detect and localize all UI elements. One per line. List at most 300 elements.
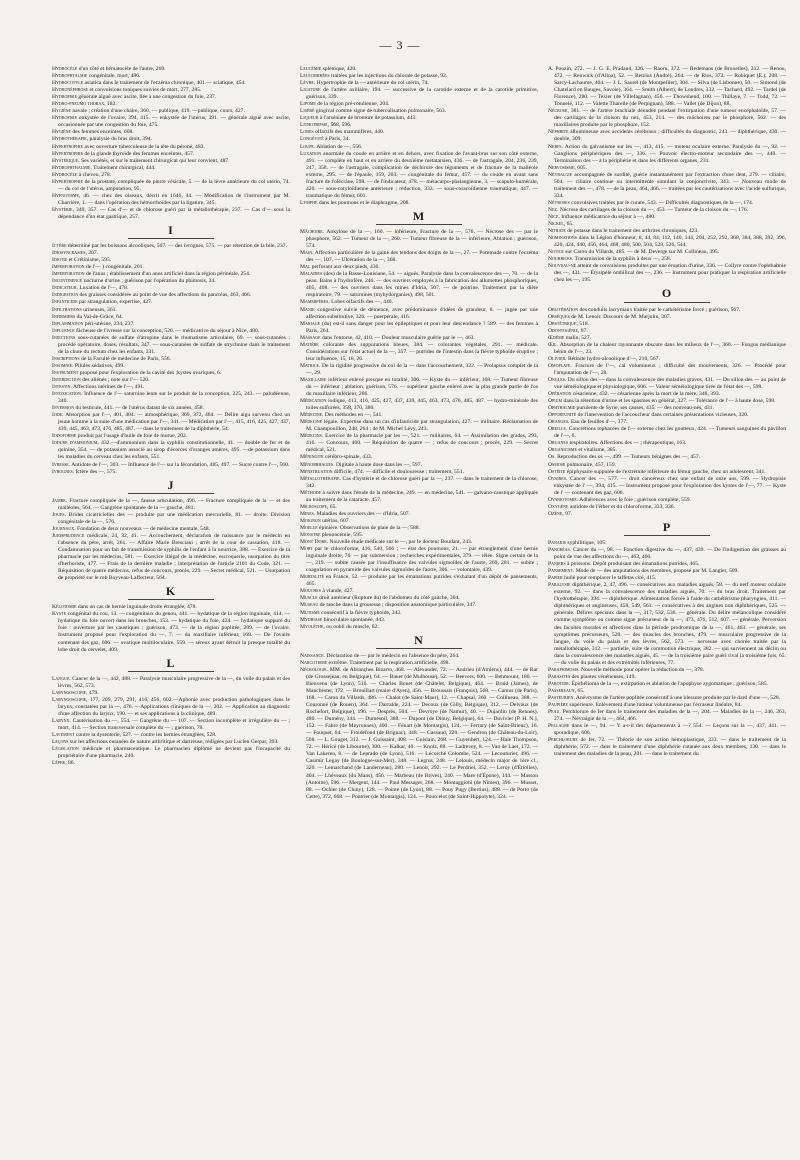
index-entry <box>548 737 786 758</box>
entry-headword: Intestin <box>52 384 71 391</box>
entry-text: dans le —, 94. — Y a-t-il des départements à —? 554. — Leçons sur la —, 437, 441. — sporadique, 606. <box>554 723 786 737</box>
index-entry <box>52 193 290 207</box>
entry-headword: Organes <box>548 440 569 447</box>
index-entry <box>300 250 538 264</box>
entry-text: . Adhérences avec le foie ; guérison complète, 559. <box>576 496 691 503</box>
entry-text: , 177, 209, 279, 291, 416, 456, 602.—Aphonie avec production pathologiques dans le larynx, constatées par la —, 476. —Applications cliniques de la —, 202. — Application au diagnostic d'une affection du larynx, 190. — et ses applications à la clinique, 489. <box>58 696 290 717</box>
entry-headword: Interdiction <box>52 376 81 383</box>
entry-headword: Manie <box>300 306 315 313</box>
entry-headword: Hygiène <box>52 129 71 136</box>
entry-text: par le chloroforme, 416, 540, 566 ; — état des poumons, 21. — par étranglement d'une hernie inguinale droite, 76. — par submersion ; recherches expérimentales, 379. — rêlée. Signe certain de la —, 219. — subite causée par l'insuffisance des valvules sigmoïdes de l'aorte, 269, 281. — subite ; coagulation en pyramide des valvules sigmoïdes de l'aorte, 306. — volontaire, 439. <box>306 546 538 574</box>
entry-headword: Perchlorure <box>548 737 578 744</box>
index-entry <box>300 144 538 151</box>
index-entry <box>548 681 786 688</box>
entry-text: gingival comme signe de tuberculisation pulmonaire, 563. <box>314 108 447 115</box>
index-entry <box>548 419 786 426</box>
entry-headword: Joues <box>52 511 65 518</box>
entry-text: . Cancer de la —, 442, 488. — Paralysie musculaire progressive de la —, du voile du palais et des lèvres, 562, 573. <box>58 675 290 689</box>
index-entry <box>300 80 538 87</box>
index-entry <box>300 518 538 525</box>
index-entry <box>548 263 786 284</box>
entry-text: . Digitale à haute dose dans les —, 597. <box>333 461 422 468</box>
entry-text: , 207. <box>85 250 99 257</box>
index-entry <box>300 101 538 108</box>
index-entry <box>52 412 290 433</box>
index-column-2 <box>300 66 538 1152</box>
entry-headword: Infiltrations <box>52 306 82 313</box>
index-entry <box>300 136 538 143</box>
entry-text: urineuses, 361. <box>81 306 117 313</box>
entry-headword: Oblitération <box>548 306 579 313</box>
entry-headword: Mortalité <box>300 574 324 581</box>
entry-text: . Action du galvanisme sur les —, 413, 415. — moteur oculaire externe. Paralysie du —, 92. — Ganglions périphériques des —, 336. — Pouvoir électro-moteur secondaire des —, 440. — Terminaison des — à la périphérie et dans les différents organes, 231. <box>554 143 786 164</box>
index-entry <box>300 660 538 667</box>
index-entry <box>300 87 538 101</box>
entry-headword: Lavement <box>52 732 75 739</box>
entry-text: des plantes vénéneuses, 149. <box>570 673 636 680</box>
entry-headword: Liséré <box>300 108 315 115</box>
index-entry <box>52 314 290 321</box>
entry-headword: Paupière <box>548 702 568 709</box>
entry-text: sur les affections cutanées de nature arthritique et dartreuse, rédigées par Lucien Gerpar, 393. <box>68 739 279 746</box>
index-entry <box>300 299 538 306</box>
index-entry <box>52 158 290 165</box>
index-entry <box>300 200 538 207</box>
index-entry <box>52 115 290 129</box>
entry-headword: Ophthalmie <box>548 405 576 412</box>
index-entry <box>52 384 290 391</box>
entry-headword: Médecins <box>300 433 322 440</box>
entry-text: , 97. <box>562 510 573 517</box>
entry-text: . Affection particulière de la gaine des tendons des doigts de la —, 27. — Pommade contre l'eczéma des —, 107. — Ulcération de la —, 368. <box>306 250 538 264</box>
entry-text: extrême. Traitement par la respiration artificielle, 498. <box>327 659 450 666</box>
index-entry <box>548 454 786 461</box>
entry-headword: Ovariotomie <box>548 496 577 503</box>
entry-headword: Pellagre <box>548 723 570 730</box>
entry-text: . Antidote de l'—, 303. — Influence de l'— sur la fécondation, 485, 497. — Sucre contre l'—, 560. <box>68 461 290 468</box>
entry-headword: Métallothérapie <box>300 475 340 482</box>
entry-headword: Hypertrophie <box>52 150 83 157</box>
entry-text: . Ses variétés, et sur le traitement chirurgical qui leur convient, 487. <box>78 157 230 164</box>
entry-text: proposé pour l'exploration de la cavité des ;kystes ovariques, 6. <box>78 369 222 376</box>
index-entry <box>300 229 538 250</box>
entry-text: . Cancer des —, 577. — droit cancéreux chez une enfant de onze ans, 599. — Hydropisie enkystée de l' —, 394, 415. — Instrument proposé pour l'exploration des kystes de l'—, 77. — Kyste de l' — contenant des gaz, 606. <box>554 475 786 496</box>
entry-text: syphilitique, 105. <box>566 539 607 546</box>
entry-text: , 605. <box>574 164 587 171</box>
entry-text: congénitale, mort, 486. <box>87 73 141 80</box>
entry-headword: Langue <box>52 675 70 682</box>
entry-text: (du) est-il sans danger pour les épileptiques et pour leur descendance ? 589. — des femmes à Paris, 264. <box>306 320 538 334</box>
entry-headword: Laryngoscopie <box>52 696 87 703</box>
entry-text: , 432.—d'ammonium dans la syphilis constitutionnelle, 41. — double de fer et de quinine, 354. — de potassium associé au sirop d'écorces d'oranges amères, 495. —de potassium dans les maladies du cerveau chez les enfants, 551. <box>58 440 290 461</box>
entry-headword: Journaux <box>52 525 75 532</box>
entry-headword: Loupe <box>300 143 314 150</box>
entry-text: des femmes enceintes, 608. <box>70 129 134 136</box>
entry-headword: Mutisme <box>300 609 320 616</box>
entry-text: . Des méthodes en —, 541. <box>322 412 383 419</box>
entry-headword: Hypertrophie <box>52 143 83 150</box>
index-entry <box>548 307 786 314</box>
entry-headword: Mines <box>300 510 314 517</box>
entry-text: utérins, 607. <box>320 517 350 524</box>
entry-headword: Nominations <box>548 235 577 242</box>
entry-text: . Affections utérines de l'—, 491. <box>70 384 145 391</box>
entry-text: , 65. <box>574 687 585 694</box>
entry-headword: Hydronéphrose <box>52 87 89 94</box>
entry-headword: Œil <box>548 341 557 348</box>
entry-text: . Maladies des ouvriers des — d'Idria, 507. <box>313 510 410 517</box>
entry-headword: Mal <box>300 264 311 271</box>
entry-headword: Parotide <box>548 680 569 687</box>
index-entry <box>52 611 290 653</box>
entry-headword: Osmose <box>548 461 566 468</box>
index-entry <box>52 328 290 335</box>
entry-headword: Matrice <box>300 362 319 369</box>
entry-headword: Hydrocotyle <box>52 80 84 87</box>
index-entry <box>52 469 290 476</box>
entry-headword: Ivrognes <box>52 468 73 475</box>
index-entry <box>548 328 786 335</box>
index-entry <box>300 129 538 136</box>
index-entry <box>548 235 786 249</box>
entry-text: difficile, 474. — difficile et douloureuse ; traitement, 551. <box>332 468 464 475</box>
entry-headword: Médecine <box>300 412 323 419</box>
entry-headword: Nez <box>548 206 557 213</box>
entry-text: . Cautérisation du —, 554. — Gangrène du — 107. — Section incomplète et irrégulière du — ; mort, 414. — Section transversale complète du — ; guérison, 78. <box>58 717 290 731</box>
entry-text: nocturne d'urine ; guérison par l'opération du phimosis, 34. <box>82 278 216 285</box>
entry-headword: Nickel <box>548 221 564 228</box>
entry-text: . Absorption de la chaleur rayonnante obscure dans les milieux de l'—, 360. — Fongus médianique bénin de l'—, 23. <box>554 341 786 355</box>
entry-headword: Mâchoire <box>300 228 323 235</box>
index-entry <box>52 292 290 299</box>
index-entry <box>548 709 786 723</box>
entry-text: fâcheuse de l'ivresse sur la conception, 520. — médicatrice du séjour à Nice, 480. <box>74 327 260 334</box>
entry-text: de l'anus ; établissement d'un anus artificiel dans la région périnéale, 254. <box>84 271 251 278</box>
index-entry <box>548 540 786 547</box>
index-entry <box>548 695 786 702</box>
entry-headword: Lymphe <box>300 199 318 206</box>
entry-text: , 182. <box>104 101 117 108</box>
entry-headword: Peau <box>548 709 560 716</box>
entry-headword: Luxation <box>300 150 322 157</box>
entry-headword: Pansement <box>548 568 573 575</box>
index-entry <box>300 433 538 454</box>
entry-headword: Névroses <box>548 199 570 206</box>
entry-headword: Lithotripsie <box>300 122 328 129</box>
entry-text: (des) de la Basse-Louisiane, 54. — aiguës. Paralysie dans la convalescence des —, 70. — de la peau. Bains à l'hydrofère, 246. — des ouvriers employés à la fabrication des allumettes phosphoriques, 405, 408. — des ouvriers dans les mines d'Idria, 507. — de poitrine. Traitement par la diète respiratoire, 79. — saturnines (myhydorganies), 498, 501. <box>306 271 538 299</box>
index-entry <box>52 179 290 193</box>
entry-headword: Hystérique <box>52 157 79 164</box>
index-entry <box>52 243 290 250</box>
entry-headword: Infirmiers <box>52 313 76 320</box>
index-entry <box>548 497 786 504</box>
letter-heading: I <box>168 223 174 238</box>
entry-headword: Hypertrophie <box>52 178 83 185</box>
index-entry <box>548 674 786 681</box>
index-entry <box>548 342 786 356</box>
entry-text: colorante des suppurations bleues, 384. — colorantes végétales, 291. — médicale. Considérations sur l'état actuel de la —, 357. — putrides de l'intestin dans la fièvre typhoïde éruptive ; leur influence, 15, 18, 26. <box>306 341 538 362</box>
index-entry <box>548 165 786 172</box>
entry-text: olfactifs des mammifères, 440. <box>313 129 385 136</box>
entry-text: de la région pré-rotulienne, 204. <box>315 101 390 108</box>
entry-text: de l'artère axillaire, 194. — successive de la carotide externe et de la carotide primitive, guérison, 339. <box>306 87 538 101</box>
index-entry <box>300 504 538 511</box>
index-entry <box>52 440 290 461</box>
entry-headword: Organicisme <box>548 447 577 454</box>
index-entry <box>548 256 786 263</box>
index-entry <box>52 676 290 690</box>
entry-text: . Anévrysme de l'artère poplitée consécutif à une blessure produite par le dard d'une —, 528. <box>573 694 781 701</box>
entry-text: avec ouverture tuberculeuse de la tête du péroné, 483. <box>82 143 205 150</box>
entry-headword: Lèvre <box>300 80 314 87</box>
index-entry <box>52 172 290 179</box>
index-entry <box>548 405 786 412</box>
entry-text: . Nouvelle méthode pour opérer la réduction du —, 378. <box>578 666 705 673</box>
entry-text: droit antérieur (Rupture du) de l'abdomen du côté gauche, 304. <box>317 595 460 602</box>
index-entry <box>52 604 290 611</box>
entry-headword: Olivier <box>548 355 566 362</box>
entry-headword: Mort <box>300 546 313 553</box>
entry-headword: Leçons <box>52 739 69 746</box>
entry-text: purulente de Syrie, ses causes, 435. — des nouveau-nés, 431. <box>575 405 714 412</box>
index-entry <box>300 335 538 342</box>
entry-text: sur Caron du Villards, 485. — de M. Deverge sur M. Collineau, 395. <box>563 249 720 256</box>
entry-headword: Névralgie <box>548 171 573 178</box>
letter-divider <box>624 302 710 303</box>
entry-text: dans la Légion d'honneur, 8, 44, 84, 112, 140, 144, 204, 252, 292, 368, 384, 388, 392, 396, 420, 424, 440, 456, 464, 468, 480, 500, 504, 528, 526, 544. <box>554 235 786 249</box>
index-entry <box>548 667 786 674</box>
entry-text: . Ictère des —, 575. <box>72 468 117 475</box>
entry-text: inférieur enlevé presque en totalité, 306. — Kyste du — inférieur, 168. — Tumeur fibreuse du — inférieur ; ablation, guérison, 576. — supérieur gauche enlevé avec la plus grande partie de l'os du maxillaire inférieur, 286. <box>306 376 538 398</box>
entry-headword: Nervosisme <box>548 164 575 171</box>
index-entry <box>548 207 786 214</box>
entry-headword: Législation <box>52 746 79 753</box>
entry-text: congénital du cou, 13. — congénitaux du genou, 441. — hydatique de la région inguinale, 414. — hydatique du foie ouvert dans les bronches, 153. — hydatique du foie, 424. — hydatique suppuré du foie : ouverture par les caustiques ; guérison, 473. — de la région poplitée, 209. — de l'ovaire. Instrument proposé pour l'exploration du —, 7. — du maxillaire inférieur, 168. — De l'ovaire contenant des gaz, 606. — ovarique multiloculaire, 559. — séreux ayant détruit la presque totalité du lobe droit du cervelet, 409. <box>58 611 290 653</box>
entry-headword: Hydrophtalmie <box>52 73 88 80</box>
entry-headword: Maladies <box>300 271 323 278</box>
index-entry <box>52 299 290 306</box>
index-column-3 <box>548 66 786 1152</box>
entry-text: respiratoires. Affections des — ; thérapeutique, 163. <box>568 440 687 447</box>
entry-headword: Nitrate <box>548 228 566 235</box>
entry-text: des aliénés ; note sur l'— 520. <box>80 376 150 383</box>
entry-text: , 46. — chez des oiseaux, décrit en 1646, 44. — Modification de l'instrument par M. Charrière, 1. — dans l'opération des hémorrhoïdes par la ligature, 345. <box>58 192 290 206</box>
index-entry <box>52 207 290 221</box>
entry-text: , 65. <box>326 503 337 510</box>
entry-headword: Os <box>548 454 555 461</box>
index-entry <box>52 363 290 370</box>
letter-heading: K <box>165 584 177 599</box>
entry-headword: Imperforation <box>52 264 85 271</box>
index-entry <box>300 377 538 398</box>
entry-text: de tanche dans la grossesse ; disposition anatomique particulière, 347. <box>318 602 477 609</box>
entry-headword: Nécrologie <box>300 666 327 673</box>
index-entry <box>52 66 290 73</box>
entry-headword: Méningite <box>300 454 324 461</box>
index-entry <box>52 739 290 746</box>
entry-text: . Perchlorure de fer dans le traitement des maladies de la —, 204. — Maladies de la —, 246, 263, 274. — Névralgie de la —, 464, 466. <box>554 709 786 723</box>
entry-text: diphthérique, 2, 47, 496. — consécutives aux maladies aiguës, 58. — du nerf moteur oculaire externe, 92. — dans la convalescence des maladies aiguës, 70. — du bras droit. Traitement par l'hydrothérapie, 394. — diphthérique. Alimentation forcée à l'aide du cathétérisme pharyngien, 411. — diphthériques et angineuses, 458, 549, 561. — consécutives à des angines non diphthériques, 525. — générale. Délires spéciaux dans la —, 317, 532, 536. — générale. Du délire mélancolique considéré comme symptôme ou comme signe précurseur de la —, 473, 476, 512, 607. — générale. Perversion des facultés morales et affectives dans la période prodromique de la —, 461, 463. — générale, ses symptômes précurseurs, 520. — des muscles des bronches, 479. — musculaire progressive de la langue, du voile du palais et des lèvres, 562, 573. — nerveuse avec chorée traitée par la métallothérapie, 312. — partielle, suite de commotion électrique, 382. — qui surviennent au déclin ou dans la convalescence des maladies aiguës, 45. — de la troisième paire guéri rival la troisième fois, 65. — du voile du palais et des extrémités inférieures, 77. <box>554 582 786 666</box>
entry-text: , paralysie du bras droit, 394. <box>86 136 152 143</box>
entry-headword: Nouveau-né <box>548 263 577 270</box>
entry-text: contre la dysenterie, 527. — contre les hernies étranglées, 528. <box>74 732 217 739</box>
index-column-1 <box>52 66 290 1152</box>
index-entry <box>548 221 786 228</box>
index-entry <box>300 525 538 532</box>
entry-headword: Inflammation <box>52 320 84 327</box>
page-number: — 3 — <box>379 38 421 52</box>
letter-divider <box>624 535 710 536</box>
entry-text: asiatica dans le traitement de l'eczéma chronique, 401.— sciatique, 454. <box>83 80 246 87</box>
entry-text: . Du sillon des — dans la convalescence des maladies graves, 431. — Du sillon des — au point de vue séméiologique et physiologique, 606. — Valeur séméiologique tirée de l'état des —, 598. <box>554 376 786 391</box>
entry-headword: Jurisprudence <box>52 532 85 539</box>
entry-text: , 518. <box>576 320 590 327</box>
entry-headword: Nourrices <box>548 256 572 263</box>
entry-headword: Nice <box>548 213 559 220</box>
entry-headword: Iodoforme <box>52 433 77 440</box>
entry-text: épinière. Observations de plaie de la —, 588. <box>317 524 421 531</box>
index-entry <box>548 321 786 328</box>
entry-text: des graisses considérée au point de vue des affections du pancréas, 463, 466. <box>78 292 252 299</box>
entry-text: . Brides cicatricielles des — produite par une médication mercurielle, 81. — droite. Division congénitale de la —, 576. <box>58 511 290 525</box>
entry-headword: Notice <box>548 249 564 256</box>
entry-headword: Kyste <box>52 611 67 618</box>
index-entry <box>548 504 786 511</box>
entry-headword: Panaris <box>548 539 567 546</box>
letter-divider <box>376 648 462 649</box>
entry-headword: Jambe <box>52 497 66 504</box>
entry-headword: Obsèques <box>548 313 570 320</box>
entry-headword: Mydriase <box>300 616 323 623</box>
entry-headword: Idiotie <box>52 257 68 264</box>
entry-headword: Hygiène <box>52 108 71 115</box>
index-entry <box>300 610 538 617</box>
entry-text: de M. Lenoir. Discours de M. Marjolin, 307. <box>569 313 671 320</box>
entry-headword: Idiosyncrasies <box>52 250 86 257</box>
entry-text: médicale, 24, 32, 41. — Accouchement, déclaration de naissance par le médecin en l'absence du père, arrêt, 261. — Affaire Marie Bresciani ; arrêt de la cour de cassation, 418. — Condamnation pour un fait de transmission de syphilis de l'enfant à la nourrice, 388. — Exercice de la pharmacie par les médecins, 581. — Exercice illégal de la médecine, escroquerie, usurpation du titre d'herboriste, 477. — Frais de la dernière maladie ; interprétation de l'article 2101 du Code, 321. — Réquisition de quatre médecins, refus de concours, procès, 229. — Secret médical, 521. — Usurpation de propriété sur le rob Boyveau-Laffecteur, 564. <box>58 532 290 582</box>
index-entry <box>52 718 290 732</box>
entry-headword: Mammifères <box>300 299 329 306</box>
entry-text: , 65. <box>563 221 574 228</box>
entry-text: . Luxation de l'—, 478. <box>76 285 129 292</box>
entry-headword: Inscriptions <box>52 355 80 362</box>
entry-headword: Opium <box>548 398 563 405</box>
entry-text: de potasse dans le traitement des arthrites chroniques, 423. <box>565 228 699 235</box>
entry-text: . Pilules sédatives, 499. <box>72 362 125 369</box>
entry-headword: Paraphimosis <box>548 666 579 673</box>
entry-text: . De la rigidité progressive du col de la — dans l'accouchement, 322. — Prolapsus complet de la —, 29. <box>306 362 538 376</box>
index-entry <box>300 363 538 377</box>
entry-headword: Oreille <box>548 426 566 433</box>
entry-headword: Influence <box>52 327 75 334</box>
entry-text: et vitalisme, 385. <box>576 447 617 454</box>
entry-headword: Néphrite <box>548 129 569 136</box>
entry-text: dans un cas de hernie inguinale droite étranglée, 478. <box>76 604 197 611</box>
entry-headword: Museau <box>300 602 319 609</box>
entry-text: . Ankylose de la —, 160. — inférieure, Fracture de la —, 576. — Nécrose des — par le phosphore, 562. — Tumeur de la —, 260. — Tumeur fibreuse de la — inférieure, Ablation ; guérison, 574. <box>306 228 538 250</box>
entry-headword: Ictère <box>52 243 67 250</box>
entry-text: à l'arséniate de bromure de potassium, 443. <box>318 115 417 122</box>
entry-headword: Longévité <box>300 136 324 143</box>
entry-text: du testicule, 441. — de l'utérus datant de six années, 458. <box>74 405 204 412</box>
index-entry <box>300 574 538 588</box>
index-entry <box>52 498 290 512</box>
entry-text: . Reproduction des os —, 499. — Tumeurs bénignes des —, 457. <box>554 454 701 461</box>
index-entry <box>548 547 786 561</box>
entry-headword: Passereaux <box>548 687 575 694</box>
index-entry <box>52 370 290 377</box>
index-entry <box>300 462 538 469</box>
index-entry <box>300 115 538 122</box>
entry-text: . Lobes olfactifs des —, 440. <box>328 299 393 306</box>
index-entry <box>52 101 290 108</box>
index-entry <box>548 108 786 129</box>
entry-headword: Hydropisie <box>52 94 77 101</box>
entry-text: en France, 52. — produite par les émanations putrides s'exhalant d'un dépôt de pansements, 465. <box>306 574 538 588</box>
index-entry <box>548 440 786 447</box>
index-entry <box>300 398 538 412</box>
entry-headword: Hydrocèle <box>52 66 78 72</box>
index-entry <box>300 469 538 476</box>
entry-text: . Exercice de la pharmacie par les —, 521. — militaires, 64. — Assimilation des grades, 293, 416. — Concours, 400. — Réquisition de quatre — ; refus de concours ; procès, 229. — Secret médical, 521. <box>306 433 538 454</box>
index-entry <box>52 278 290 285</box>
entry-text: . Nécrose des cartilages de la cloison du —, 453. — Tumeur de la cloison du —, 176. <box>556 206 749 213</box>
entry-headword: Obstétrique <box>548 320 577 327</box>
index-entry <box>52 690 290 697</box>
entry-headword: Œdème <box>548 334 565 341</box>
index-entry <box>300 108 538 115</box>
index-entry <box>300 342 538 363</box>
index-entry <box>300 653 538 660</box>
letter-heading: O <box>661 286 673 301</box>
index-entry <box>300 624 538 631</box>
index-entry <box>52 377 290 384</box>
letter-divider <box>128 238 214 239</box>
entry-text: à Paris, 34. <box>323 136 350 143</box>
entry-text: navale ; création d'une chaire, 360. — publique, 419. —publique, cours, 427. <box>70 108 245 115</box>
index-entry <box>548 469 786 476</box>
entry-text: . Cancer du —, 98. — Fonction digestive du —, 437, 439. — De l'indigestion des graisses au point de vue des affections du —, 463, 466. <box>554 547 786 561</box>
entry-text: . Mode de — des amputations des membres, proposé par M. Langier, 509. <box>572 568 739 575</box>
entry-text: du Val-de-Grâce, 64. <box>75 313 124 320</box>
entry-headword: Iode <box>52 412 63 419</box>
entry-text: à viande, 427. <box>320 588 354 595</box>
entry-headword: Ongles <box>548 376 565 383</box>
entry-headword: Liqueur <box>300 115 319 122</box>
index-entry <box>52 108 290 115</box>
entry-headword: Injections <box>52 334 76 341</box>
entry-text: convulsives traitées par le curare, 543. — Difficultés diagnostiques de la —, 174. <box>569 199 754 206</box>
entry-headword: Kélotomie <box>52 604 77 611</box>
entry-text: médicale et pharmaceutique. Le pharmacien diplômé ne devient pas l'incapacité du propriétaire d'une pharmacie, 240. <box>58 746 290 760</box>
entry-headword: Hystérie <box>52 206 73 213</box>
entry-headword: Lèpre <box>52 760 66 767</box>
entry-text: consécutif à la fièvre typhoïde, 342. <box>319 609 402 616</box>
index-entry <box>52 746 290 760</box>
index-entry <box>52 321 290 328</box>
entry-headword: Odontogénie <box>548 327 578 334</box>
entry-text: . Nouvelle étude médicale sur le —, par le docteur Boudant, 243. <box>326 539 473 546</box>
index-entry <box>52 144 290 151</box>
entry-text: de la glande thyroïde des femmes enceintes, 457. <box>82 150 195 157</box>
index-entry <box>548 511 786 518</box>
entry-text: , 381. — de l'artère brachiale dénudée pendant l'extirpation d'une tumeur encéphaloïde, 57. — des cartilages de la cloison du nez, 453, 214. — des mâchoires par le phosphore, 562. — des maxillaires produite par le phosphore, 152. <box>554 108 786 129</box>
entry-text: et convulsions toniques suivies de mort, 277, 285. <box>88 87 202 94</box>
index-entry <box>300 151 538 200</box>
entry-headword: Mont Dore <box>300 539 327 546</box>
index-entry <box>52 250 290 257</box>
index-entry <box>548 462 786 469</box>
